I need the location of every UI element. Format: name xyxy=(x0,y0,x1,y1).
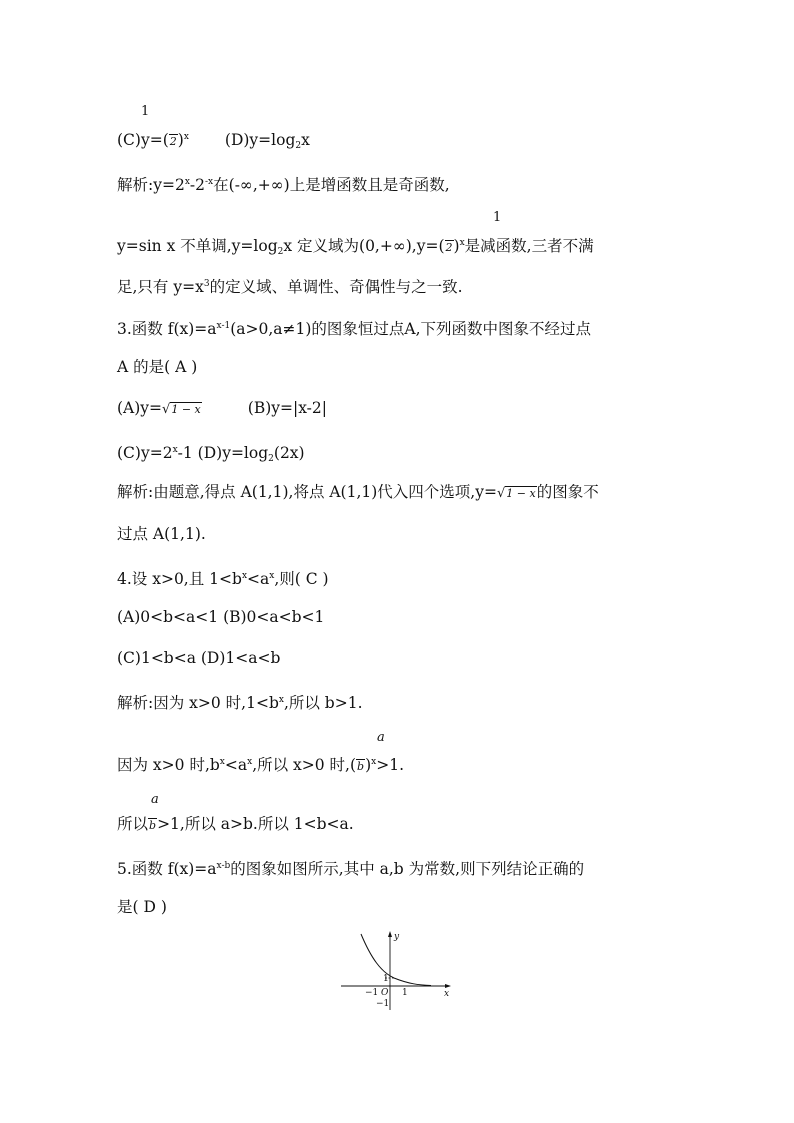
fraction-numerator: a xyxy=(151,792,159,807)
text: (C)y=2 xyxy=(117,444,173,462)
text: 的图象如图所示,其中 a,b 为常数,则下列结论正确的 xyxy=(230,860,585,878)
text: ,所以 b>1. xyxy=(283,694,363,712)
radicand: 1 − x xyxy=(506,487,536,500)
fraction-denominator: 2 xyxy=(169,135,177,148)
text: (C)y=( xyxy=(117,131,169,149)
option-c-d-line xyxy=(117,440,305,469)
text: 的定义域、单调性、奇偶性与之一致. xyxy=(209,278,463,296)
exponent: 3 xyxy=(203,279,210,289)
text: y=sin x 不单调,y=log xyxy=(117,237,278,255)
fraction-denominator: b xyxy=(357,760,365,773)
y-tick-neg1: −1 xyxy=(376,999,390,1009)
text: -2 xyxy=(189,176,206,194)
x-axis-arrow xyxy=(445,984,451,988)
function-graph xyxy=(339,928,459,1012)
exponent: x xyxy=(172,445,178,455)
text: 解析:因为 x>0 时,1<b xyxy=(117,694,279,712)
x-axis-label: x xyxy=(444,989,450,999)
exponent: x-1 xyxy=(216,321,231,331)
text: (A)y= xyxy=(117,399,163,417)
analysis-line xyxy=(117,274,463,297)
x-tick-neg1: −1 xyxy=(365,988,379,998)
option-c-d-line: (C)1<b<a (D)1<a<b xyxy=(117,649,281,667)
exponent: x xyxy=(183,132,189,142)
text: 是减函数,三者不满 xyxy=(464,237,594,255)
text: <a xyxy=(247,570,270,588)
analysis-line xyxy=(117,690,363,713)
analysis-line xyxy=(117,172,450,195)
sqrt-sign: √ xyxy=(162,402,171,417)
y-axis-arrow xyxy=(388,931,392,937)
question-3 xyxy=(117,316,591,339)
option-c-d-line xyxy=(117,127,310,156)
analysis-line: 过点 A(1,1). xyxy=(117,525,206,543)
text: 4.设 x>0,且 1<b xyxy=(117,570,242,588)
exponent: -x xyxy=(205,177,214,187)
option-a-b-line: (A)0<b<a<1 (B)0<a<b<1 xyxy=(117,608,325,626)
question-5 xyxy=(117,856,584,879)
subscript: 2 xyxy=(268,454,274,464)
exponent: x xyxy=(184,177,190,187)
y-tick-1: 1 xyxy=(383,974,389,984)
exponent: x xyxy=(219,757,225,767)
fraction-numerator: 1 xyxy=(141,104,150,119)
text: (2x) xyxy=(273,444,305,462)
text: 所以 xyxy=(117,815,149,833)
question-3-answer: A 的是( A ) xyxy=(117,358,198,376)
text: 在(-∞,+∞)上是增函数且是奇函数, xyxy=(213,176,450,194)
text: ) xyxy=(453,237,460,255)
text: x 定义域为(0,+∞),y=( xyxy=(283,237,445,255)
subscript: 2 xyxy=(295,141,302,151)
sqrt-sign: √ xyxy=(496,486,506,501)
question-4 xyxy=(117,566,329,589)
text: (a>0,a≠1)的图象恒过点A,下列函数中图象不经过点 xyxy=(230,320,592,338)
text: ) xyxy=(177,131,184,149)
text: 足,只有 y=x xyxy=(117,278,204,296)
radicand: 1 − x xyxy=(171,403,201,416)
exponent: x xyxy=(241,571,248,581)
exponent: x xyxy=(247,757,253,767)
text: 解析:由题意,得点 A(1,1),将点 A(1,1)代入四个选项,y= xyxy=(117,483,497,501)
question-5-answer: 是( D ) xyxy=(117,898,167,916)
text: <a xyxy=(224,756,248,774)
exponent: x xyxy=(459,238,465,248)
x-tick-1: 1 xyxy=(402,988,408,998)
text: (D)y=log xyxy=(224,131,296,149)
text: 解析:y=2 xyxy=(117,176,185,194)
y-axis-label: y xyxy=(394,932,400,942)
fraction-numerator: 1 xyxy=(493,210,502,225)
text: ,所以 x>0 时,( xyxy=(252,756,357,774)
text: >1,所以 a>b.所以 1<b<a. xyxy=(157,815,354,833)
fraction-denominator: b xyxy=(149,819,157,832)
text: -1 (D)y=log xyxy=(177,444,269,462)
option-a-b-line xyxy=(117,398,327,420)
text: 的图象不 xyxy=(536,483,599,501)
origin-label: O xyxy=(381,988,389,998)
analysis-line xyxy=(117,233,594,262)
text: ) xyxy=(365,756,372,774)
exponent: x xyxy=(269,571,275,581)
text: x xyxy=(301,131,310,149)
analysis-line xyxy=(117,752,404,777)
text: ,则( C ) xyxy=(274,570,329,588)
text: 3.函数 f(x)=a xyxy=(117,320,217,338)
exponent: x-b xyxy=(216,861,231,871)
text: (B)y=|x-2| xyxy=(247,399,328,417)
text: >1. xyxy=(376,756,405,774)
exponent: x xyxy=(278,695,284,705)
text: 因为 x>0 时,b xyxy=(117,756,220,774)
analysis-line xyxy=(117,814,354,836)
fraction-numerator: a xyxy=(377,730,385,745)
exponent: x xyxy=(371,757,377,767)
fraction-denominator: 2 xyxy=(445,241,453,254)
text: 5.函数 f(x)=a xyxy=(117,860,217,878)
subscript: 2 xyxy=(277,247,284,257)
analysis-line xyxy=(117,482,599,504)
